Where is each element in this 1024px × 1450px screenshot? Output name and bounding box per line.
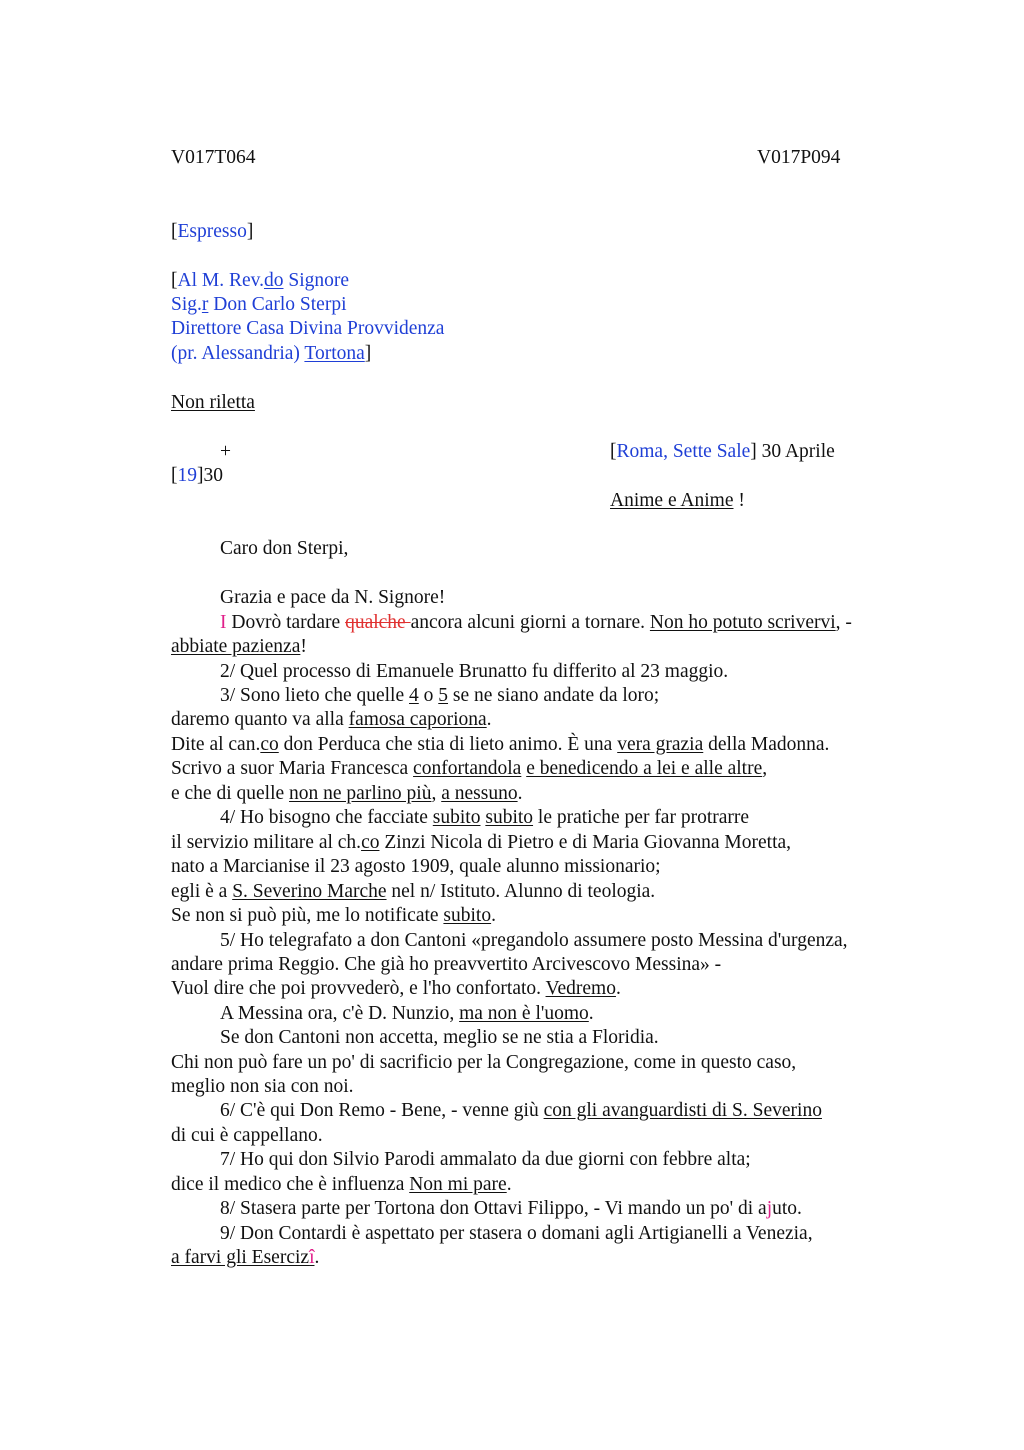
date-year: [19]30 — [171, 465, 223, 486]
paragraph-3-line-5: e che di quelle non ne parlino più, a nessuno. — [171, 783, 523, 804]
paragraph-4-line-4: egli è a S. Severino Marche nel n/ Istituto. Alunno di teologia. — [171, 881, 656, 902]
paragraph-6-line-2: di cui è cappellano. — [171, 1125, 323, 1146]
greeting: Grazia e pace da N. Signore! — [220, 587, 446, 608]
paragraph-4-line-3: nato a Marcianise il 23 agosto 1909, quale alunno missionario; — [171, 856, 661, 877]
paragraph-9-line-2: a farvi gli Esercizî. — [171, 1247, 320, 1268]
paragraph-3-line-3: Dite al can.co don Perduca che stia di lieto animo. È una vera grazia della Madonna. — [171, 734, 830, 755]
cross-mark: + — [220, 441, 231, 462]
archive-code-left: V017T064 — [171, 147, 256, 168]
place-date: [Roma, Sette Sale] 30 Aprile — [610, 441, 835, 462]
paragraph-8: 8/ Stasera parte per Tortona don Ottavi Filippo, - Vi mando un po' di ajuto. — [220, 1198, 802, 1219]
paragraph-5-line-4: A Messina ora, c'è D. Nunzio, ma non è l'uomo. — [220, 1003, 594, 1024]
paragraph-5-line-7: meglio non sia con noi. — [171, 1076, 354, 1097]
paragraph-5-line-6: Chi non può fare un po' di sacrificio per la Congregazione, come in questo caso, — [171, 1052, 797, 1073]
paragraph-7-line-2: dice il medico che è influenza Non mi pare. — [171, 1174, 512, 1195]
paragraph-1-line-1: I Dovrò tardare qualche ancora alcuni giorni a tornare. Non ho potuto scrivervi, - — [220, 612, 852, 633]
paragraph-5-line-3: Vuol dire che poi provvederò, e l'ho confortato. Vedremo. — [171, 978, 621, 999]
paragraph-4-line-2: il servizio militare al ch.co Zinzi Nicola di Pietro e di Maria Giovanna Moretta, — [171, 832, 792, 853]
paragraph-1-line-2: abbiate pazienza! — [171, 636, 307, 657]
paragraph-9-line-1: 9/ Don Contardi è aspettato per stasera o domani agli Artigianelli a Venezia, — [220, 1223, 813, 1244]
paragraph-5-line-5: Se don Cantoni non accetta, meglio se ne stia a Floridia. — [220, 1027, 659, 1048]
paragraph-3-line-4: Scrivo a suor Maria Francesca confortandola e benedicendo a lei e alle altre, — [171, 758, 768, 779]
paragraph-4-line-5: Se non si può più, me lo notificate subito. — [171, 905, 496, 926]
paragraph-2: 2/ Quel processo di Emanuele Brunatto fu differito al 23 maggio. — [220, 661, 729, 682]
address-line-4: (pr. Alessandria) Tortona] — [171, 343, 372, 364]
archive-code-right: V017P094 — [757, 147, 841, 168]
address-line-3: Direttore Casa Divina Provvidenza — [171, 318, 445, 339]
salutation: Caro don Sterpi, — [220, 538, 349, 559]
motto: Anime e Anime ! — [610, 490, 745, 511]
paragraph-6-line-1: 6/ C'è qui Don Remo - Bene, - venne giù con gli avanguardisti di S. Severino — [220, 1100, 822, 1121]
paragraph-3-line-1: 3/ Sono lieto che quelle 4 o 5 se ne siano andate da loro; — [220, 685, 660, 706]
paragraph-4-line-1: 4/ Ho bisogno che facciate subito subito le pratiche per far protrarre — [220, 807, 750, 828]
paragraph-5-line-1: 5/ Ho telegrafato a don Cantoni «pregandolo assumere posto Messina d'urgenza, — [220, 930, 848, 951]
paragraph-3-line-2: daremo quanto va alla famosa caporiona. — [171, 709, 492, 730]
espresso-note: [Espresso] — [171, 221, 254, 242]
address-line-2: Sig.r Don Carlo Sterpi — [171, 294, 347, 315]
not-reread-note: Non riletta — [171, 392, 255, 413]
paragraph-5-line-2: andare prima Reggio. Che già ho preavvertito Arcivescovo Messina» - — [171, 954, 722, 975]
address-line-1: [Al M. Rev.do Signore — [171, 270, 350, 291]
paragraph-7-line-1: 7/ Ho qui don Silvio Parodi ammalato da due giorni con febbre alta; — [220, 1149, 751, 1170]
